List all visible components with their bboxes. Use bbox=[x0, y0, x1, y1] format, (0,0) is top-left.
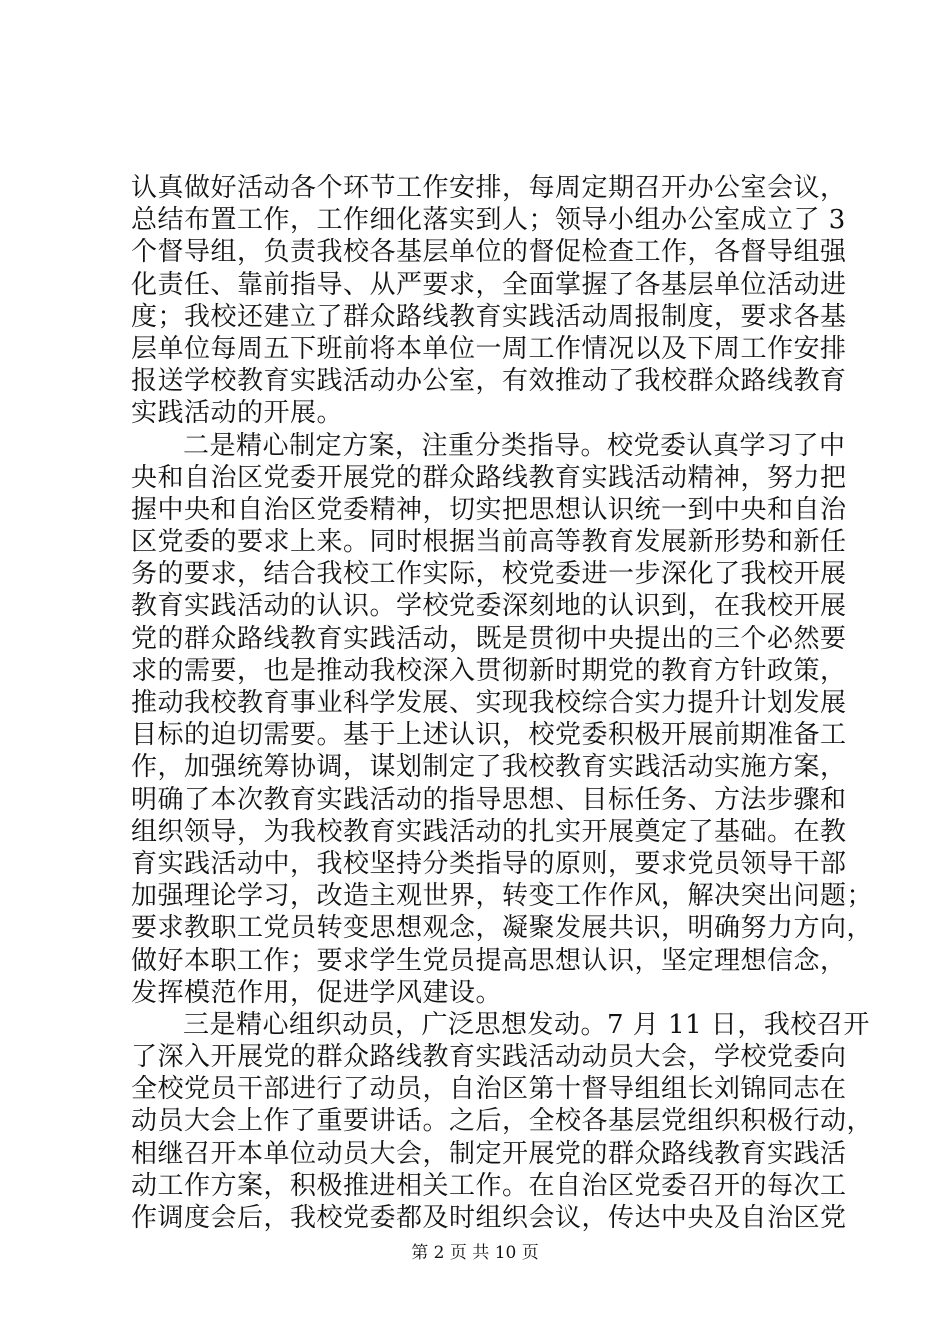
page-footer: 第 2 页 共 10 页 bbox=[411, 1243, 539, 1263]
text-line: 化责任、靠前指导、从严要求，全面掌握了各基层单位活动进 bbox=[131, 269, 847, 300]
text-line: 总结布置工作，工作细化落实到人；领导小组办公室成立了 3 bbox=[131, 205, 846, 236]
text-line: 要求教职工党员转变思想观念，凝聚发展共识，明确努力方向， bbox=[131, 913, 874, 944]
text-line: 求的需要，也是推动我校深入贯彻新时期党的教育方针政策， bbox=[131, 655, 847, 686]
text-line: 央和自治区党委开展党的群众路线教育实践活动精神，努力把 bbox=[131, 462, 847, 493]
text-line: 目标的迫切需要。基于上述认识，校党委积极开展前期准备工 bbox=[131, 720, 847, 751]
text-line: 了深入开展党的群众路线教育实践活动动员大会，学校党委向 bbox=[131, 1042, 847, 1073]
text-line: 相继召开本单位动员大会，制定开展党的群众路线教育实践活 bbox=[131, 1138, 847, 1169]
text-line: 实践活动的开展。 bbox=[131, 398, 344, 429]
text-line: 动员大会上作了重要讲话。之后，全校各基层党组织积极行动， bbox=[131, 1106, 874, 1137]
text-line: 层单位每周五下班前将本单位一周工作情况以及下周工作安排 bbox=[131, 333, 847, 364]
text-line: 做好本职工作；要求学生党员提高思想认识，坚定理想信念， bbox=[131, 945, 847, 976]
text-line: 明确了本次教育实践活动的指导思想、目标任务、方法步骤和 bbox=[131, 784, 847, 815]
text-line: 教育实践活动的认识。学校党委深刻地的认识到，在我校开展 bbox=[131, 591, 847, 622]
text-line: 个督导组，负责我校各基层单位的督促检查工作，各督导组强 bbox=[131, 237, 847, 268]
text-line: 认真做好活动各个环节工作安排，每周定期召开办公室会议， bbox=[131, 173, 847, 203]
text-line: 党的群众路线教育实践活动，既是贯彻中央提出的三个必然要 bbox=[131, 623, 847, 654]
text-line: 推动我校教育事业科学发展、实现我校综合实力提升计划发展 bbox=[131, 688, 847, 718]
text-line: 全校党员干部进行了动员，自治区第十督导组组长刘锦同志在 bbox=[131, 1074, 847, 1105]
text-line: 度；我校还建立了群众路线教育实践活动周报制度，要求各基 bbox=[131, 301, 847, 332]
text-line: 二是精心制定方案，注重分类指导。校党委认真学习了中 bbox=[183, 430, 846, 461]
text-line: 组织领导，为我校教育实践活动的扎实开展奠定了基础。在教 bbox=[131, 816, 847, 847]
text-line: 握中央和自治区党委精神，切实把思想认识统一到中央和自治 bbox=[131, 494, 847, 525]
text-line: 育实践活动中，我校坚持分类指导的原则，要求党员领导干部 bbox=[131, 848, 847, 879]
document-body bbox=[131, 172, 874, 1234]
text-line: 动工作方案，积极推进相关工作。在自治区党委召开的每次工 bbox=[131, 1170, 847, 1201]
text-line: 加强理论学习，改造主观世界，转变工作作风，解决突出问题； bbox=[131, 881, 874, 912]
text-line: 作，加强统筹协调，谋划制定了我校教育实践活动实施方案， bbox=[131, 752, 847, 783]
text-line: 报送学校教育实践活动办公室，有效推动了我校群众路线教育 bbox=[131, 366, 847, 397]
text-line: 作调度会后，我校党委都及时组织会议，传达中央及自治区党 bbox=[131, 1203, 847, 1233]
text-line: 务的要求，结合我校工作实际，校党委进一步深化了我校开展 bbox=[131, 559, 847, 590]
text-line: 三是精心组织动员，广泛思想发动。7 月 11 日，我校召开 bbox=[183, 1009, 870, 1040]
text-line: 发挥模范作用，促进学风建设。 bbox=[131, 977, 503, 1008]
text-line: 区党委的要求上来。同时根据当前高等教育发展新形势和新任 bbox=[131, 527, 847, 558]
